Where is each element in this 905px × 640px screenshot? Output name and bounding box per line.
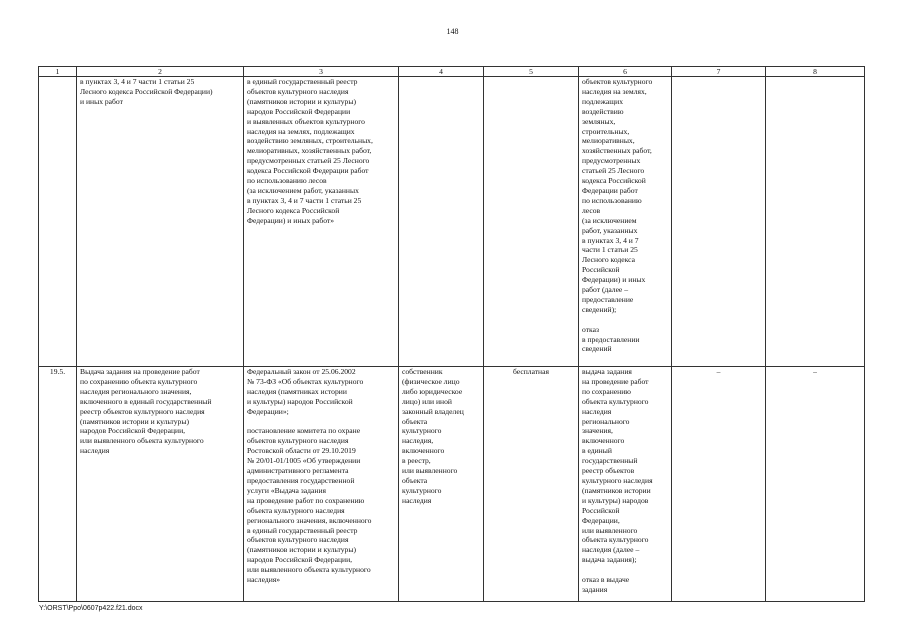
cell-text-line: объекта культурного [582,396,649,406]
cell-text-line: наследия [80,446,110,456]
cell-text-line: мелиоративных, [582,136,635,146]
cell-text-line: Лесного кодекса [582,255,635,265]
row1-result-cell [579,77,672,367]
cell-text-line: наследия [402,495,432,505]
services-table [38,66,865,602]
cell-text-line [247,417,398,427]
col-header-4: 4 [399,67,484,77]
row2-number-cell [39,367,77,602]
col-header-2: 2 [77,67,244,77]
cell-text-line: (за исключением работ, указанных [247,185,359,195]
cell-text-line: хозяйственных работ, [582,146,652,156]
cell-text-line: или выявленного объекта культурного [80,436,204,446]
cell-text-line: услуги «Выдача задания [247,485,327,495]
row1-col7-cell [672,77,766,367]
cell-text-line: регионального [582,416,630,426]
cell-text-line: Федерации) и иных [582,275,646,285]
cell-text-line: выдача задания [582,367,632,376]
cell-text-line: № 73-ФЗ «Об объектах культурного [247,376,364,386]
table-row [39,367,865,602]
cell-text-line: и иных работ [80,96,123,106]
cell-text-line: (памятников истории и культуры) [80,416,189,426]
cell-text-line: подлежащих [582,96,623,106]
cell-text-line: наследия на землях, подлежащих [247,126,355,136]
cell-text-line: Федеральный закон от 25.06.2002 [247,367,356,376]
cell-text-line: бесплатная [513,367,549,376]
cell-text-line: наследия регионального значения, [80,386,192,396]
cell-text-line: Федерации, [582,515,620,525]
cell-text-line: собственник [402,367,443,376]
cell-text-line: объекта [402,475,428,485]
cell-text-line: предоставление [582,294,634,304]
cell-text-line: сведений [582,344,612,354]
cell-text-line: сведений); [582,304,617,314]
cell-text-line: по использованию лесов [247,176,327,186]
cell-text-line: отказ в выдаче [582,575,630,585]
cell-text-line: строительных, [582,126,630,136]
cell-text-line: по сохранению [582,386,631,396]
cell-text-line: включенного [402,446,445,456]
row1-applicant-cell [399,77,484,367]
cell-text-line: Федерации работ [582,185,638,195]
cell-text-line: народов Российской Федерации [247,106,351,116]
cell-text-line: предусмотренных статьей 25 Лесного [247,156,370,166]
cell-text-line: кодекса Российской [582,176,646,186]
cell-text-line: в пунктах 3, 4 и 7 [582,235,639,245]
cell-text-line: постановление комитета по охране [247,426,361,436]
cell-text-line: государственный [582,456,638,466]
cell-text-line: культурного наследия [582,475,653,485]
cell-text-line: задания [582,584,608,594]
col-header-8: 8 [766,67,865,77]
cell-text-line: работ, указанных [582,225,638,235]
cell-text-line: предусмотренных [582,156,641,166]
cell-text-line: Федерации»; [247,406,289,416]
cell-text-line: реестр объектов [582,466,635,476]
cell-text-line: объекта культурного наследия [247,505,345,515]
cell-text-line: – [813,367,817,376]
cell-text-line: объектов культурного наследия [247,535,349,545]
cell-text-line: (памятников истории и культуры) [247,545,356,555]
cell-text-line: Ростовской области от 29.10.2019 [247,446,356,456]
row1-fee-cell [484,77,579,367]
cell-text-line: народов Российской Федерации, [247,555,353,565]
cell-text-line: объектов культурного наследия [247,436,349,446]
cell-text-line: – [716,367,721,376]
cell-text-line: Российской [582,505,620,515]
cell-text-line: лицо) или иной [402,396,452,406]
row1-service-name-cell [77,77,244,367]
cell-text-line: по сохранению объекта культурного [80,376,198,386]
cell-text-line: народов Российской Федерации, [80,426,186,436]
cell-text-line: (физическое лицо [402,376,460,386]
cell-text-line: культурного [402,426,442,436]
cell-text-line: воздействию земляных, строительных, [247,136,373,146]
cell-text-line: № 20/01-01/1005 «Об утверждении [247,456,361,466]
row2-legal-basis-cell [244,367,399,602]
row2-col7-cell [672,367,766,602]
cell-text-line: включенного в единый государственный [80,396,212,406]
cell-text-line: 19.5. [49,367,66,376]
cell-text-line: в единый государственный реестр [247,525,358,535]
cell-text-line: регионального значения, включенного [247,515,372,525]
cell-text-line [582,315,671,325]
cell-text-line: либо юридическое [402,386,463,396]
cell-text-line: по использованию [582,195,642,205]
cell-text-line: административного регламента [247,466,349,476]
cell-text-line: в предоставлении [582,334,640,344]
cell-text-line: в единый [582,446,612,456]
row2-fee-cell [484,367,579,602]
row2-service-name-cell [77,367,244,602]
cell-text-line: наследия, [402,436,434,446]
page-number: 148 [446,27,459,36]
cell-text-line: на проведение работ [582,376,649,386]
col-header-6: 6 [579,67,672,77]
cell-text-line: законный владелец [402,406,464,416]
cell-text-line: наследия на землях, [582,86,647,96]
cell-text-line: объекта [402,416,428,426]
cell-text-line: или выявленного [582,525,638,535]
cell-text-line: статьей 25 Лесного [582,166,645,176]
cell-text-line: (памятников истории [582,485,651,495]
cell-text-line: выдача задания); [582,555,637,565]
cell-text-line: значения, [582,426,613,436]
row1-col8-cell [766,77,865,367]
cell-text-line: Лесного кодекса Российской Федерации) [80,86,213,96]
cell-text-line: или выявленного объекта культурного [247,565,371,575]
cell-text-line: Российской [582,265,620,275]
cell-text-line: части 1 статьи 25 [582,245,638,255]
cell-text-line: включенного [582,436,625,446]
cell-text-line: наследия (памятниках истории [247,386,347,396]
cell-text-line: работ (далее – [582,285,629,295]
cell-text-line: Лесного кодекса Российской [247,205,340,215]
cell-text-line: наследия» [247,575,281,585]
cell-text-line: воздействию [582,106,624,116]
table-row [39,77,865,367]
cell-text-line: кодекса Российской Федерации работ [247,166,369,176]
row1-number-cell [39,77,77,367]
cell-text-line: и культуры) народов [582,495,649,505]
file-path-footer: Y:\ORST\Ppo\0607p422.f21.docx [39,605,143,612]
cell-text-line: отказ [582,324,599,334]
cell-text-line: предоставления государственной [247,475,355,485]
cell-text-line: на проведение работ по сохранению [247,495,365,505]
cell-text-line: и выявленных объектов культурного [247,116,365,126]
row1-legal-basis-cell [244,77,399,367]
cell-text-line: наследия [582,406,612,416]
cell-text-line: земляных, [582,116,616,126]
cell-text-line: объектов культурного [582,77,653,86]
cell-text-line: мелиоративных, хозяйственных работ, [247,146,372,156]
cell-text-line: объекта культурного [582,535,649,545]
cell-text-line [582,565,671,575]
cell-text-line: в единый государственный реестр [247,77,358,86]
cell-text-line: реестр объектов культурного наследия [80,406,205,416]
col-header-7: 7 [672,67,766,77]
col-header-5: 5 [484,67,579,77]
cell-text-line: Выдача задания на проведение работ [80,367,200,376]
row2-result-cell [579,367,672,602]
cell-text-line: лесов [582,205,601,215]
col-header-1: 1 [39,67,77,77]
col-header-3: 3 [244,67,399,77]
cell-text-line: объектов культурного наследия [247,86,349,96]
cell-text-line: культурного [402,485,442,495]
cell-text-line: в пунктах 3, 4 и 7 части 1 статьи 25 [247,195,362,205]
row2-applicant-cell [399,367,484,602]
cell-text-line: или выявленного [402,466,458,476]
cell-text-line: наследия (далее – [582,545,640,555]
cell-text-line: и культуры) народов Российской [247,396,353,406]
cell-text-line: (за исключением [582,215,637,225]
cell-text-line: (памятников истории и культуры) [247,96,356,106]
cell-text-line: в реестр, [402,456,431,466]
cell-text-line: в пунктах 3, 4 и 7 части 1 статьи 25 [80,77,195,86]
header-row [39,67,865,77]
row2-col8-cell [766,367,865,602]
cell-text-line: Федерации) и иных работ» [247,215,335,225]
